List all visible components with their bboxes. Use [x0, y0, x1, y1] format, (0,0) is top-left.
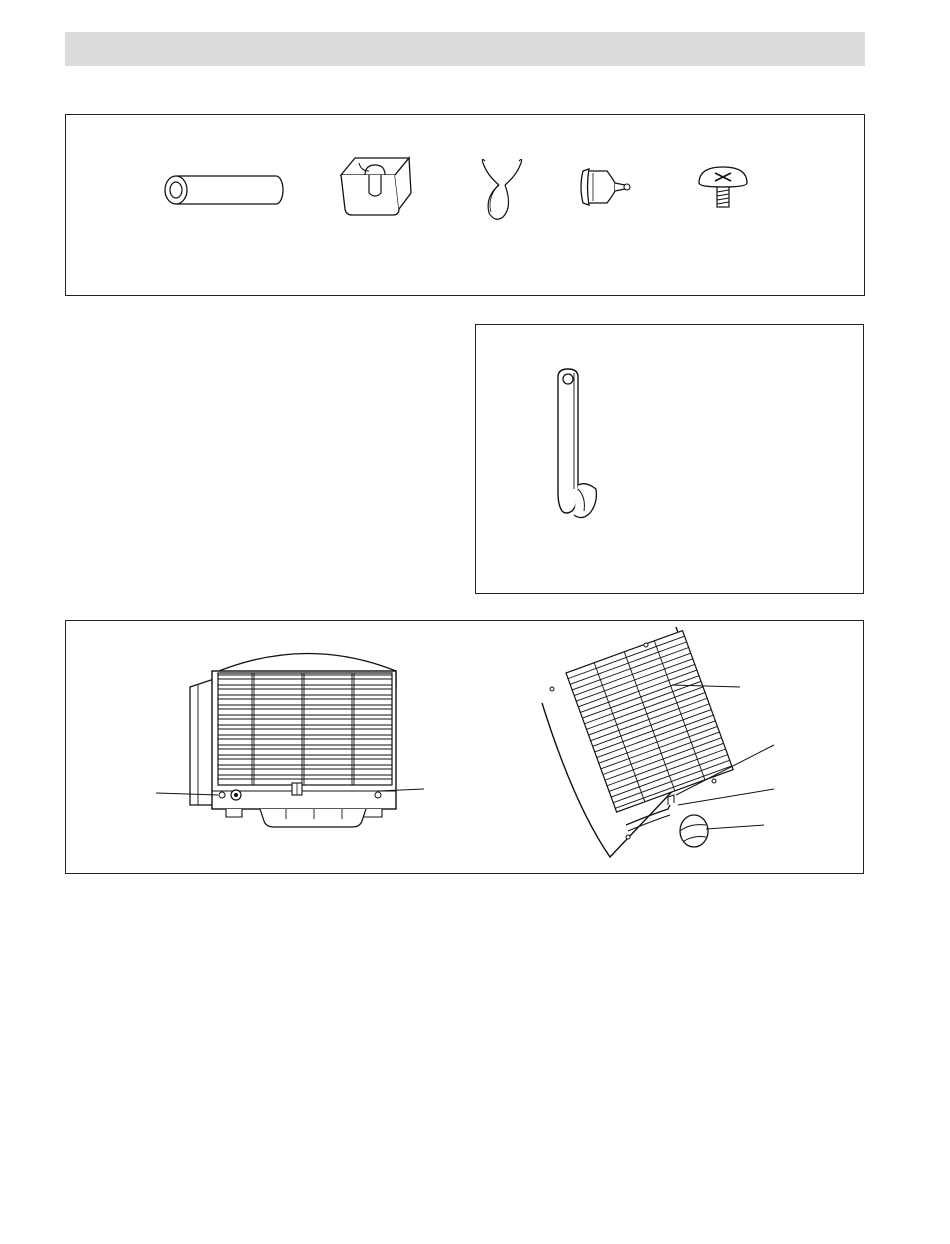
tool-panel: [475, 324, 864, 594]
header-title: [65, 32, 66, 33]
front-grille-panel-icon: [534, 625, 784, 865]
header-bar: [65, 32, 865, 66]
wire-spring-clip-icon: [471, 155, 531, 225]
air-conditioner-rear-view-icon: [156, 643, 436, 833]
unit-views-panel: [65, 620, 864, 874]
hook-tool-icon: [552, 365, 612, 540]
screw-icon: [695, 163, 751, 213]
drain-clip-icon: [331, 153, 421, 223]
foam-tube-icon: [164, 170, 289, 210]
drain-plug-icon: [577, 167, 639, 209]
accessories-panel: [65, 114, 865, 296]
